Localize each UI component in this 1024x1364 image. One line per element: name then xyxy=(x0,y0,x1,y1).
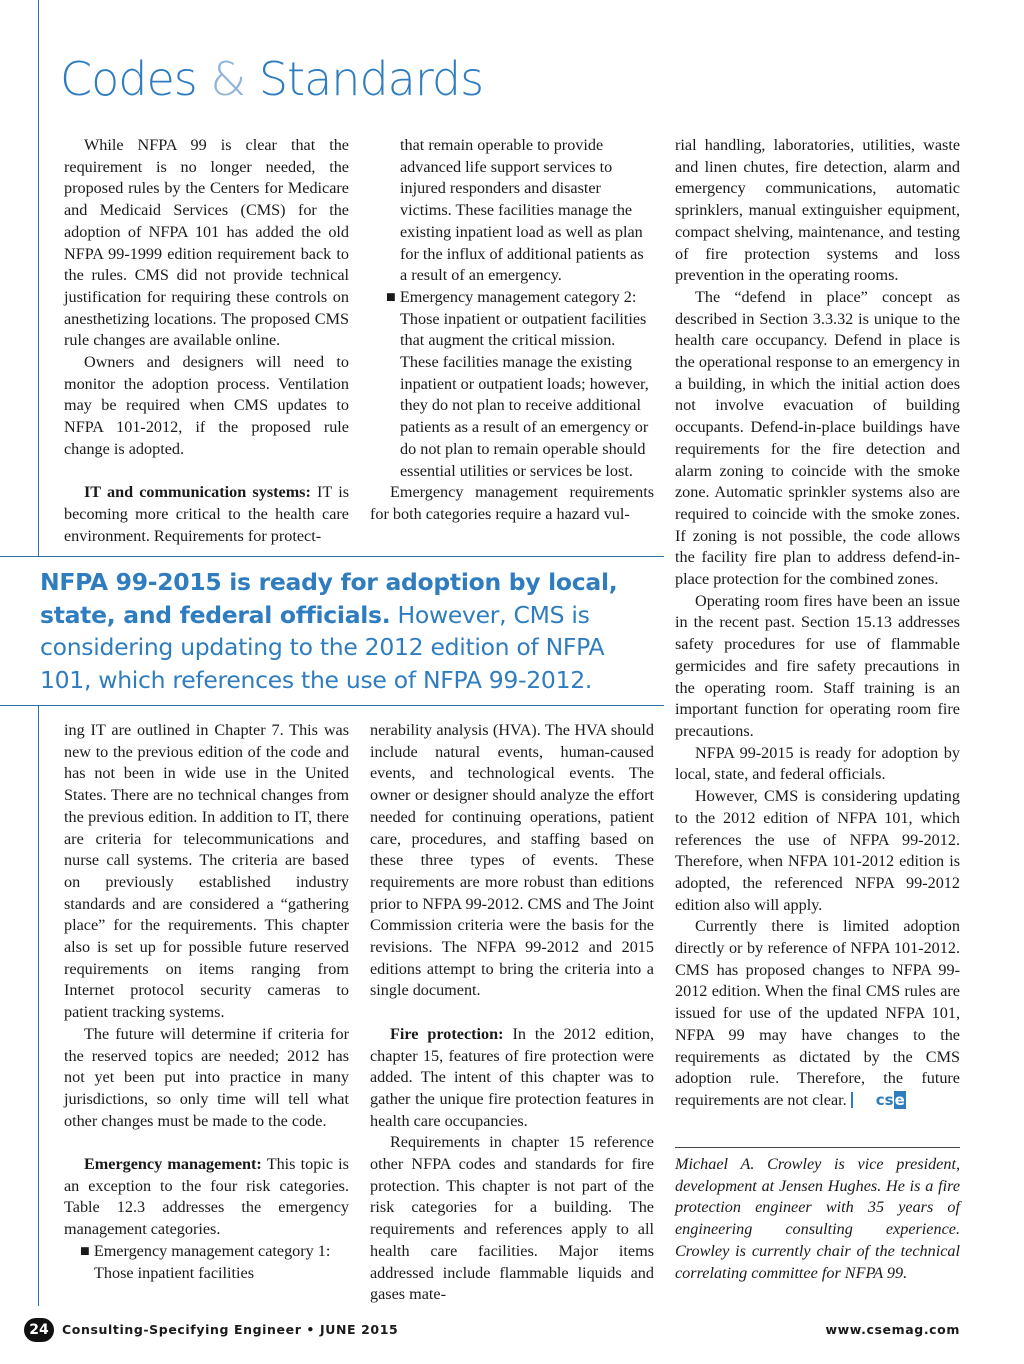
column-3 xyxy=(675,135,960,1112)
paragraph: However, CMS is considering updating to the 2012 edition of NFPA 101, which references the use of NFPA 99-2012. Therefore, when NFPA 101-2012 edition is adopted, the referenced NFPA 99-2012 edition also will apply. xyxy=(675,787,960,914)
bullet-text: Emergency management category 2: Those inpatient or outpatient facilities that augment the critical mission. These facilities manage the existing inpatient or outpatient loads; however, they do not plan to receive additional patients as a result of an emergency or do not plan to remain operable should essential utilities or services be lost. xyxy=(399,287,649,480)
paragraph-last xyxy=(675,916,960,1111)
bullet-item xyxy=(370,287,654,482)
paragraph: nerability analysis (HVA). The HVA should include natural events, human-caused events, and technological events. The owner or designer should analyze the effort needed for continuing operations, patient care, procedures, and staffing based on these three types of events. These requirements are more robust than editions prior to NFPA 99-2012. CMS and The Joint Commission criteria were the basis for the revisions. The NFPA 99-2012 and 2015 editions attempt to bring the criteria into a single document. xyxy=(370,721,654,1000)
end-logo-e: e xyxy=(894,1090,905,1109)
bullet-continuation: that remain operable to provide advanced life support services to injured responders and disaster victims. These facilities manage the existing inpatient load as well as plan for the influx of additional patients as a result of an emergency. xyxy=(400,136,644,285)
it-section-lead: IT is becoming more critical to the health care environment. Requirements for protect- xyxy=(64,483,349,545)
bullet-text: Emergency management category 1: Those inpatient facilities xyxy=(93,1241,331,1282)
divider xyxy=(0,705,664,706)
it-section-heading: IT and communication systems: xyxy=(84,483,311,502)
page-number: 24 xyxy=(24,1318,54,1342)
paragraph: NFPA 99-2015 is ready for adoption by local, state, and federal officials. xyxy=(675,743,960,784)
website-url: www.csemag.com xyxy=(825,1322,960,1337)
page-footer xyxy=(24,1318,960,1342)
cse-end-logo xyxy=(851,1092,906,1108)
emergency-section-heading: Emergency management: xyxy=(84,1155,262,1174)
paragraph-last-text: Currently there is limited adoption directly or by reference of NFPA 101-2012. CMS has proposed changes to NFPA 99-2012 edition. When the final CMS rules are issued for use of the updated NFPA 101, NFPA 99 may have changes to the requirements as dictated by the CMS adoption rule. Therefore, the future requirements are not clear. xyxy=(675,917,960,1109)
divider xyxy=(675,1147,960,1148)
column-1-top xyxy=(64,135,349,547)
emergency-section-paragraph xyxy=(64,1154,349,1241)
end-logo-text: cs xyxy=(875,1090,894,1109)
pull-quote-box xyxy=(0,556,664,706)
divider xyxy=(0,556,664,557)
paragraph: Owners and designers will need to monitor the adoption process. Ventilation may be required when CMS updates to NFPA 101-2012, if the proposed rule change is adopted. xyxy=(64,353,349,458)
title-ampersand: & xyxy=(210,52,246,106)
title-standards: Standards xyxy=(258,52,484,106)
bullet-icon: ■ xyxy=(80,1241,90,1260)
paragraph: The “defend in place” concept as described in Section 3.3.32 is unique to the health care occupancy. Defend in place is the operational response to an emergency in a building, in which the initial action does not involve evacuation of building occupants. Defend-in-place buildings have requirements for the fire detection and alarm zoning to coincide with the smoke zone. Automatic sprinkler systems also are required to coincide with the smoke zones. If zoning is not possible, the code allows the facility fire plan to address defend-in-place protection for the combined zones. xyxy=(675,287,960,589)
publication-name: Consulting-Specifying Engineer • JUNE 2015 xyxy=(62,1322,399,1337)
pull-quote xyxy=(40,566,650,696)
fire-section-lead: In the 2012 edition, chapter 15, features of fire protection were added. The intent of this chapter was to gather the unique fire protection features in health care occupancies. xyxy=(370,1024,654,1130)
section-title xyxy=(60,52,483,106)
paragraph: ing IT are outlined in Chapter 7. This was new to the previous edition of the code and has not been in wide use in the United States. There are no technical changes from the previous edition. In addition to IT, there are criteria for telecommunications and nurse call systems. The criteria are based on previously established industry standards and are considered a “gathering place” for the requirements. This chapter also is set up for possible future reserved requirements on items ranging from Internet protocol security cameras to patient tracking systems. xyxy=(64,721,349,1022)
paragraph: Requirements in chapter 15 reference other NFPA codes and standards for fire protection. This chapter is not part of the risk categories for a building. The requirements and references apply to all health care facilities. Major items addressed include flammable liquids and gases mate- xyxy=(370,1133,654,1304)
author-bio: Michael A. Crowley is vice president, development at Jensen Hughes. He is a fire protection engineer with 35 years of engineering consulting experience. Crowley is currently chair of the technical correlating committee for NFPA 99. xyxy=(675,1155,960,1282)
emergency-section-lead: This topic is an exception to the four risk categories. Table 12.3 addresses the emergency management categories. xyxy=(64,1155,349,1239)
paragraph: rial handling, laboratories, utilities, waste and linen chutes, fire detection, alarm and emergency communications, automatic sprinklers, manual extinguisher equipment, compact shelving, maintenance, and testing of fire protection systems and loss prevention in the operating rooms. xyxy=(675,136,960,285)
it-section-paragraph xyxy=(64,482,349,547)
left-margin-rule xyxy=(38,0,39,556)
fire-section-heading: Fire protection: xyxy=(390,1024,504,1043)
bullet-item xyxy=(64,1241,349,1284)
left-margin-rule-lower xyxy=(38,706,39,1306)
column-2-bottom xyxy=(370,720,654,1306)
paragraph: Operating room fires have been an issue in the recent past. Section 15.13 addresses safety procedures for use of flammable germicides and fire safety precautions in the operating room. Staff training is an important function for operating room fire precautions. xyxy=(675,591,960,740)
paragraph: The future will determine if criteria for the reserved topics are needed; 2012 has not yet been put into practice in many jurisdictions, so only time will tell what other changes must be made to the code. xyxy=(64,1024,349,1130)
pull-quote-rest: However, CMS is considering updating to the 2012 edition of NFPA 101, which references the use of NFPA 99-2012. xyxy=(40,600,605,694)
paragraph: While NFPA 99 is clear that the requirement is no longer needed, the proposed rules by the Centers for Medicare and Medicaid Services (CMS) for the adoption of NFPA 101 has added the old NFPA 99-1999 edition requirement back to the rules. CMS did not provide technical justification for requiring these controls on anesthetizing locations. The proposed CMS rule changes are available online. xyxy=(64,136,349,350)
paragraph: Emergency management requirements for both categories require a hazard vul- xyxy=(370,483,654,523)
column-2-top xyxy=(370,135,654,526)
column-1-bottom xyxy=(64,720,349,1284)
bullet-icon: ■ xyxy=(386,287,396,306)
title-codes: Codes xyxy=(60,52,197,106)
fire-section-paragraph xyxy=(370,1024,654,1133)
pull-quote-bold: NFPA 99-2015 is ready for adoption by local, state, and federal officials. xyxy=(40,568,618,629)
